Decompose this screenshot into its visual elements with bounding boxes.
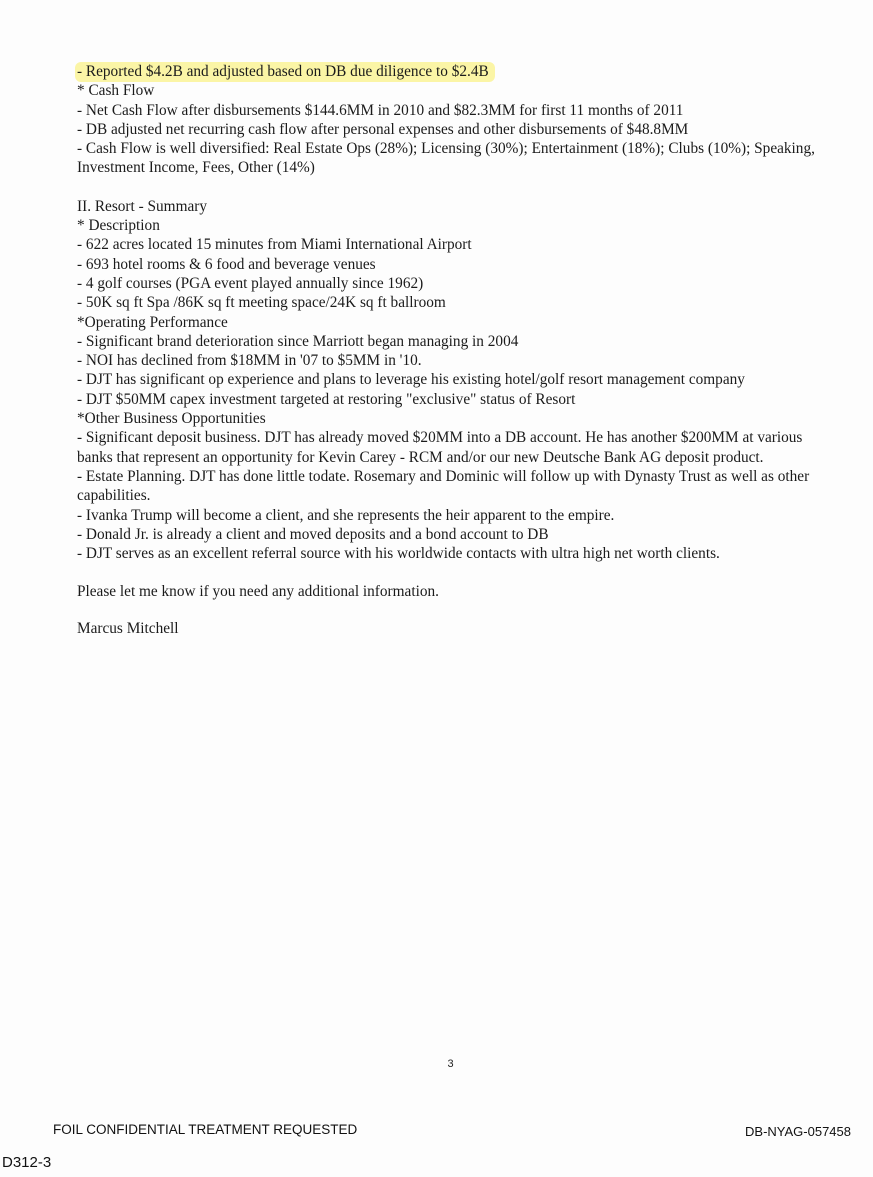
bullet-line: - 693 hotel rooms & 6 food and beverage venues (77, 255, 376, 273)
bates-number: DB-NYAG-057458 (745, 1124, 851, 1139)
exhibit-id: D312-3 (2, 1154, 52, 1171)
bullet-line: - Significant brand deterioration since Marriott began managing in 2004 (77, 332, 519, 350)
spacer (77, 563, 837, 582)
bullet-line: - DJT serves as an excellent referral source with his worldwide contacts with ultra high net worth clients. (77, 545, 720, 563)
bullet-line: - DB adjusted net recurring cash flow after personal expenses and other disbursements of $48.8MM (77, 120, 689, 138)
section-title-resort-summary: II. Resort - Summary (77, 197, 208, 215)
bullet-paragraph: - Estate Planning. DJT has done little todate. Rosemary and Dominic will follow up with Dynasty Trust as well as other capabilities. (77, 467, 810, 505)
spacer (77, 602, 837, 619)
bullet-paragraph: - Significant deposit business. DJT has already moved $20MM into a DB account. He has another $200MM at various banks that represent an opportunity for Kevin Carey - RCM and/or our new Deutsche Bank AG deposit product. (77, 429, 803, 466)
signature-name: Marcus Mitchell (77, 619, 179, 637)
bullet-line: - 4 golf courses (PGA event played annually since 1962) (77, 274, 424, 292)
bullet-line: - Ivanka Trump will become a client, and she represents the heir apparent to the empire. (77, 506, 615, 524)
bullet-line: - Net Cash Flow after disbursements $144.6MM in 2010 and $82.3MM for first 11 months of 2011 (77, 101, 684, 119)
bullet-line: - DJT has significant op experience and plans to leverage his existing hotel/golf resort management company (77, 371, 745, 389)
bullet-line: - NOI has declined from $18MM in '07 to $5MM in '10. (77, 352, 422, 370)
bullet-paragraph: - Cash Flow is well diversified: Real Estate Ops (28%); Licensing (30%); Entertainment (18%); Clubs (10%); Speaking, Investment Income, Fees, Other (14%) (77, 140, 815, 177)
section-heading-cash-flow: * Cash Flow (77, 82, 155, 100)
section-heading-other-opportunities: *Other Business Opportunities (77, 410, 266, 428)
page-number: 3 (447, 1058, 454, 1070)
highlighted-line (77, 62, 837, 81)
section-heading-operating-performance: *Operating Performance (77, 313, 228, 331)
section-heading-description: * Description (77, 217, 160, 235)
bullet-line: - 50K sq ft Spa /86K sq ft meeting space/24K sq ft ballroom (77, 294, 446, 312)
bullet-line: - Donald Jr. is already a client and moved deposits and a bond account to DB (77, 525, 549, 543)
highlighter-mark: - Reported $4.2B and adjusted based on DB due diligence to $2.4B (75, 62, 495, 82)
foil-confidential-notice: FOIL CONFIDENTIAL TREATMENT REQUESTED (53, 1122, 358, 1137)
bullet-line: - 622 acres located 15 minutes from Miami International Airport (77, 236, 472, 254)
bullet-line: - DJT $50MM capex investment targeted at restoring "exclusive" status of Resort (77, 390, 576, 408)
memo-body (77, 62, 837, 638)
closing-line: Please let me know if you need any additional information. (77, 583, 439, 601)
spacer (77, 178, 837, 197)
